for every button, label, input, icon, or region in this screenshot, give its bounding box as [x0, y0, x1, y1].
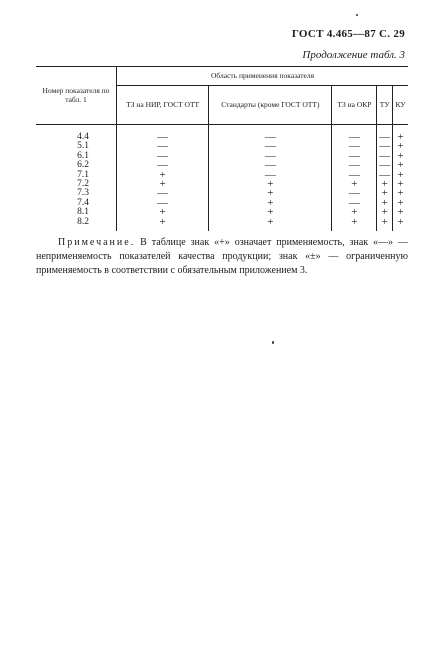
- cell-ku: +: [393, 218, 408, 231]
- col-header-ku: КУ: [393, 86, 408, 125]
- col-header-tz-okr: ТЗ на ОКР: [332, 86, 377, 125]
- cell-standards: —: [209, 152, 332, 161]
- cell-tz-okr: —: [332, 142, 377, 151]
- cell-tu: +: [377, 218, 393, 231]
- cell-tz-okr: +: [332, 208, 377, 217]
- page-header: ГОСТ 4.465—87 С. 29: [291, 28, 405, 40]
- col-header-tu: ТУ: [377, 86, 393, 125]
- row-number: 7.3: [36, 189, 117, 198]
- col-header-tz-nir: ТЗ на НИР, ГОСТ ОТТ: [117, 86, 209, 125]
- row-number: 5.1: [36, 142, 117, 151]
- row-number: 8.1: [36, 208, 117, 217]
- cell-tz-nir: —: [157, 159, 169, 172]
- cell-tz-nir: —: [157, 187, 169, 200]
- scan-speck: [356, 14, 358, 16]
- cell-tz-okr: —: [332, 125, 377, 143]
- table-note: [36, 236, 408, 278]
- row-number: 7.2: [36, 180, 117, 189]
- applicability-table: [36, 66, 408, 231]
- note-text: В таблице знак «+» означает применяемость, знак «—» — неприменяемость показателей качества продукции; знак «±» — ограниченную применяемость в соответствии с обязательным приложением 3.: [36, 237, 409, 276]
- col-header-number: Номер показателя по табл. 1: [36, 67, 117, 125]
- cell-tz-nir: —: [157, 140, 169, 153]
- cell-ku: +: [393, 125, 408, 143]
- cell-standards: +: [209, 180, 332, 189]
- row-number: 6.2: [36, 161, 117, 170]
- cell-tz-nir: +: [159, 206, 166, 219]
- cell-standards: —: [209, 171, 332, 180]
- table-row: [36, 218, 408, 231]
- row-number: 8.2: [36, 218, 117, 231]
- row-number: 7.4: [36, 199, 117, 208]
- cell-standards: +: [209, 208, 332, 217]
- cell-tu: —: [377, 171, 393, 180]
- cell-tz-okr: —: [332, 189, 377, 198]
- cell-standards: +: [209, 218, 332, 231]
- cell-standards: —: [209, 161, 332, 170]
- cell-tu: —: [377, 152, 393, 161]
- scan-speck: [272, 341, 274, 344]
- cell-tz-okr: +: [332, 218, 377, 231]
- cell-tu: +: [377, 180, 393, 189]
- cell-tz-nir: —: [157, 196, 169, 209]
- cell-tu: +: [377, 199, 393, 208]
- cell-ku: +: [393, 152, 408, 161]
- cell-standards: —: [209, 125, 332, 143]
- col-group-header: Область применения показателя: [117, 67, 409, 86]
- cell-ku: +: [393, 161, 408, 170]
- cell-ku: +: [393, 189, 408, 198]
- cell-tu: +: [377, 208, 393, 217]
- cell-ku: +: [393, 142, 408, 151]
- cell-tz-nir: —: [157, 149, 169, 162]
- cell-tu: —: [377, 142, 393, 151]
- cell-standards: —: [209, 142, 332, 151]
- cell-tz-okr: —: [332, 161, 377, 170]
- cell-ku: +: [393, 208, 408, 217]
- cell-tz-nir: +: [159, 168, 166, 181]
- cell-tz-okr: —: [332, 171, 377, 180]
- cell-ku: +: [393, 180, 408, 189]
- cell-standards: +: [209, 189, 332, 198]
- cell-tz-okr: +: [332, 180, 377, 189]
- note-label: Примечание.: [58, 237, 136, 248]
- col-header-standards: Стандарты (кроме ГОСТ ОТТ): [209, 86, 332, 125]
- cell-tz-nir: +: [159, 215, 166, 228]
- cell-tz-nir: +: [159, 178, 166, 191]
- cell-tu: —: [377, 125, 393, 143]
- cell-standards: +: [209, 199, 332, 208]
- cell-tz-okr: —: [332, 199, 377, 208]
- cell-tu: +: [377, 189, 393, 198]
- cell-ku: +: [393, 199, 408, 208]
- row-number: 6.1: [36, 152, 117, 161]
- table-continuation-label: Продолжение табл. 3: [302, 49, 405, 61]
- cell-tz-okr: —: [332, 152, 377, 161]
- cell-tu: —: [377, 161, 393, 170]
- row-number: 4.4: [36, 125, 117, 143]
- row-number: 7.1: [36, 171, 117, 180]
- cell-ku: +: [393, 171, 408, 180]
- cell-tz-nir: —: [157, 131, 169, 143]
